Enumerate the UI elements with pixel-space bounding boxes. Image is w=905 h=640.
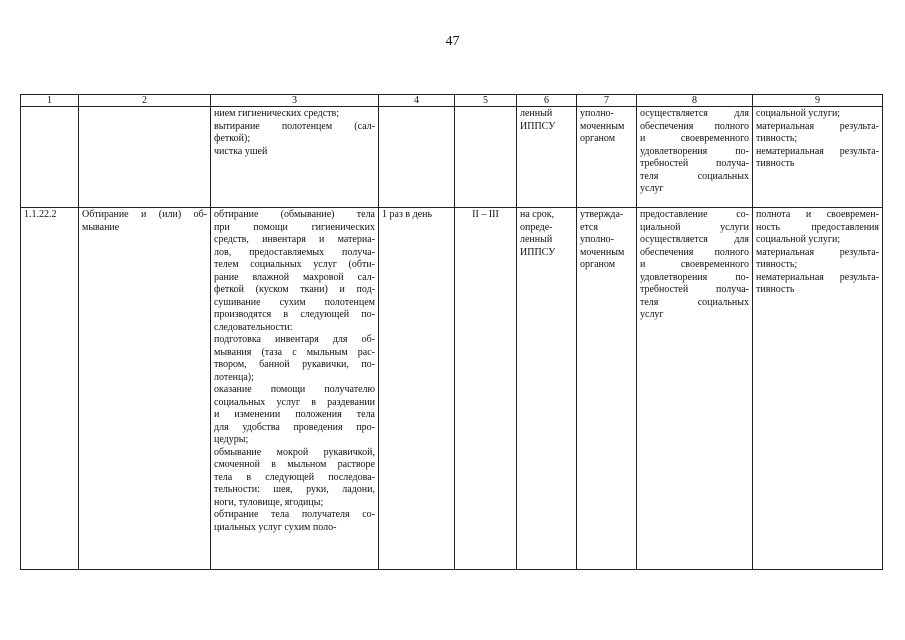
cell-category [455, 107, 517, 208]
cell-line: ноги, туловище, ягодицы; [214, 496, 324, 508]
cell-line: осуществляется для [640, 108, 749, 119]
cell-line: ИППСУ [520, 246, 556, 258]
cell-line: следовательности: [214, 321, 293, 333]
cell-line: феткой (куском ткани) и под- [214, 284, 375, 295]
cell-line: твором, банной рукавички, по- [214, 359, 375, 370]
cell-line: для удобства проведения про- [214, 421, 375, 433]
cell-line: тивность; [756, 259, 798, 270]
cell-line: и своевременного [640, 133, 749, 144]
cell-line: при помощи гигиенических [214, 221, 375, 233]
table-row [21, 107, 883, 208]
cell-line: требностей получа- [640, 284, 749, 295]
cell-line: обеспечения полного [640, 246, 749, 258]
cell-line: тельности: шея, руки, ладони, [214, 484, 375, 495]
cell-line: теля социальных [640, 170, 749, 182]
cell-line: производятся в следующей по- [214, 309, 375, 320]
cell-line: социальной услуги; [756, 234, 841, 245]
column-header-5: 5 [455, 95, 517, 107]
cell-line: ленный [520, 234, 553, 245]
cell-conditions [637, 107, 753, 208]
cell-line: ленный [520, 108, 553, 119]
cell-line: материальная результа- [756, 246, 879, 258]
cell-line: утвержда- [580, 209, 624, 220]
cell-line: моченным [580, 246, 625, 258]
cell-line: полнота и своевремен- [756, 209, 879, 220]
cell-line: оказание помощи получателю [214, 384, 375, 395]
cell-line: на срок, [520, 209, 555, 220]
cell-line: ИППСУ [520, 120, 556, 132]
cell-line: органом [580, 259, 616, 270]
header-row [21, 95, 883, 107]
cell-indicators [753, 107, 883, 208]
cell-indicators [753, 208, 883, 570]
cell-line: нием гигиенических средств; [214, 108, 340, 119]
column-header-8: 8 [637, 95, 753, 107]
cell-line: тивность [756, 158, 795, 169]
cell-category: II – III [455, 208, 517, 570]
cell-line: и изменении положения тела [214, 409, 375, 420]
cell-line: лотенца); [214, 371, 254, 383]
cell-line: осуществляется для [640, 234, 749, 245]
column-header-3: 3 [211, 95, 379, 107]
column-header-2: 2 [79, 95, 211, 107]
cell-line: обеспечения полного [640, 120, 749, 132]
cell-authority [577, 208, 637, 570]
cell-line: услуг [640, 183, 664, 194]
cell-line: нематериальная результа- [756, 271, 879, 283]
cell-line: чистка ушей [214, 145, 268, 157]
cell-line: услуг [640, 309, 664, 320]
cell-description [211, 107, 379, 208]
cell-line: социальных услуг в раздевании [214, 396, 375, 408]
cell-line: вытирание полотенцем (сал- [214, 120, 375, 132]
cell-frequency [379, 107, 455, 208]
cell-line: органом [580, 133, 616, 144]
cell-line: предоставление со- [640, 209, 749, 220]
table-row [21, 208, 883, 570]
cell-line: обмывание мокрой рукавичкой, [214, 446, 375, 458]
cell-number [21, 107, 79, 208]
cell-term [517, 107, 577, 208]
cell-line: феткой); [214, 133, 251, 144]
cell-line: тела в следующей последова- [214, 471, 375, 483]
cell-authority [577, 107, 637, 208]
cell-line: уполно- [580, 108, 614, 119]
cell-line: материальная результа- [756, 120, 879, 132]
cell-line: требностей получа- [640, 158, 749, 169]
cell-line: социальной услуги; [756, 108, 841, 119]
cell-line: удовлетворения по- [640, 271, 749, 283]
cell-frequency: 1 раз в день [379, 208, 455, 570]
cell-description [211, 208, 379, 570]
cell-line: подготовка инвентаря для об- [214, 334, 375, 345]
cell-line: обтирание тела получателя со- [214, 509, 375, 520]
cell-line: средств, инвентаря и материа- [214, 234, 375, 245]
cell-line: цедуры; [214, 434, 249, 445]
cell-conditions [637, 208, 753, 570]
cell-line: мывания (таза с мыльным рас- [214, 346, 375, 358]
column-header-4: 4 [379, 95, 455, 107]
cell-line: сушивание сухим полотенцем [214, 296, 375, 308]
cell-service-name [79, 208, 211, 570]
cell-line: уполно- [580, 234, 614, 245]
cell-line: лов, предоставляемых получа- [214, 246, 375, 258]
cell-line: и своевременного [640, 259, 749, 270]
column-header-6: 6 [517, 95, 577, 107]
cell-line: Обтирание и (или) об- [82, 209, 207, 220]
cell-line: тивность [756, 284, 795, 295]
cell-line: ность предоставления [756, 221, 879, 233]
cell-service-name [79, 107, 211, 208]
column-header-7: 7 [577, 95, 637, 107]
cell-line: мывание [82, 221, 120, 233]
column-header-1: 1 [21, 95, 79, 107]
page-number: 47 [445, 34, 460, 49]
cell-line: нематериальная результа- [756, 145, 879, 157]
cell-line: телем социальных услуг (обти- [214, 259, 375, 270]
cell-line: рание влажной махровой сал- [214, 271, 375, 283]
cell-line: опреде- [520, 221, 553, 233]
cell-number: 1.1.22.2 [21, 208, 79, 570]
services-table [20, 94, 883, 570]
cell-line: циальной услуги [640, 221, 749, 233]
cell-line: циальных услуг сухим поло- [214, 521, 337, 533]
cell-line: тивность; [756, 133, 798, 144]
column-header-9: 9 [753, 95, 883, 107]
cell-line: обтирание (обмывание) тела [214, 209, 375, 220]
cell-line: ется [580, 221, 598, 233]
cell-line: смоченной в мыльном растворе [214, 459, 375, 470]
cell-line: теля социальных [640, 296, 749, 308]
cell-line: удовлетворения по- [640, 145, 749, 157]
cell-term [517, 208, 577, 570]
cell-line: моченным [580, 120, 625, 132]
